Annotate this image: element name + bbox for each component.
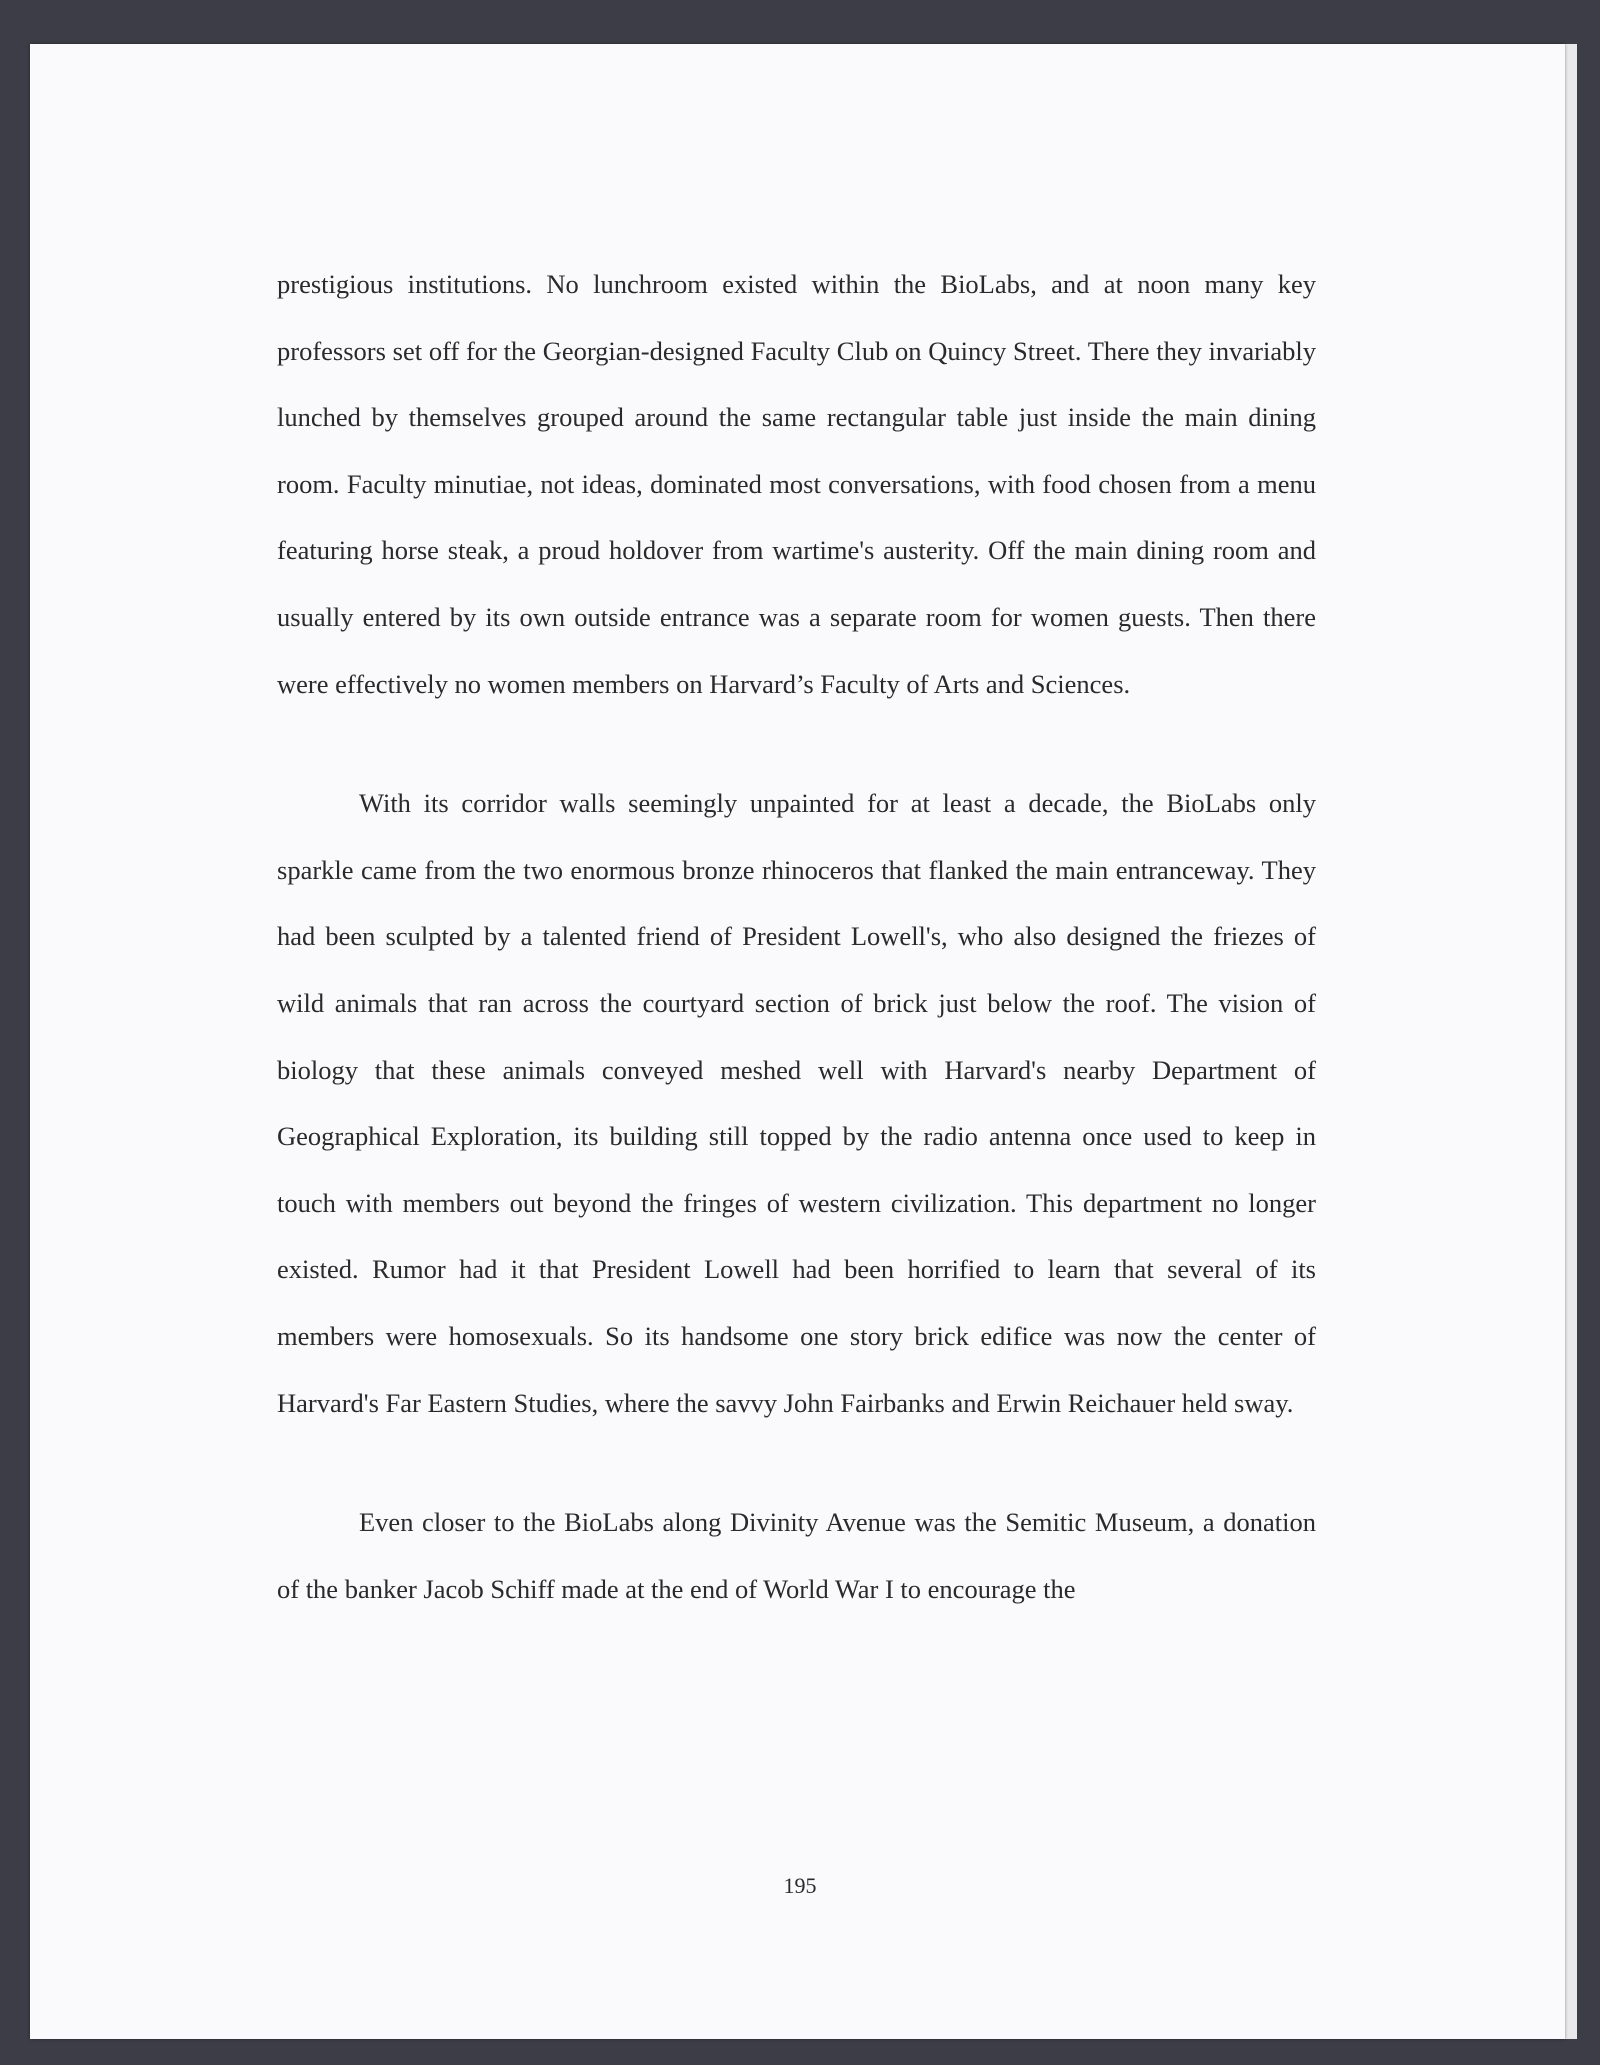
page-number: 195 bbox=[783, 1873, 817, 1898]
paragraph-semitic-museum: Even closer to the BioLabs along Divinity Avenue was the Semitic Museum, a donation of the banker Jacob Schiff made at the end of World War I to encourage the bbox=[277, 1507, 1316, 1604]
paper-edge bbox=[1565, 44, 1577, 2039]
page-body bbox=[277, 251, 1316, 1622]
paragraph-continuation: prestigious institutions. No lunchroom existed within the BioLabs, and at noon many key professors set off for the Georgian-designed Faculty Club on Quincy Street. There they invariably lunched by themselves grouped around the same rectangular table just inside the main dining room. Faculty minutiae, not ideas, dominated most conversations, with food chosen from a menu featuring horse steak, a proud holdover from wartime's austerity. Off the main dining room and usually entered by its own outside entrance was a separate room for women guests. Then there were effectively no women members on Harvard’s Faculty of Arts and Sciences. bbox=[277, 269, 1316, 699]
paragraph-biolabs: With its corridor walls seemingly unpainted for at least a decade, the BioLabs only sparkle came from the two enormous bronze rhinoceros that flanked the main entranceway. They had been sculpted by a talented friend of President Lowell's, who also designed the friezes of wild animals that ran across the courtyard section of brick just below the roof. The vision of biology that these animals conveyed meshed well with Harvard's nearby Department of Geographical Exploration, its building still topped by the radio antenna once used to keep in touch with members out beyond the fringes of western civilization. This department no longer existed. Rumor had it that President Lowell had been horrified to learn that several of its members were homosexuals. So its handsome one story brick edifice was now the center of Harvard's Far Eastern Studies, where the savvy John Fairbanks and Erwin Reichauer held sway. bbox=[277, 788, 1316, 1418]
